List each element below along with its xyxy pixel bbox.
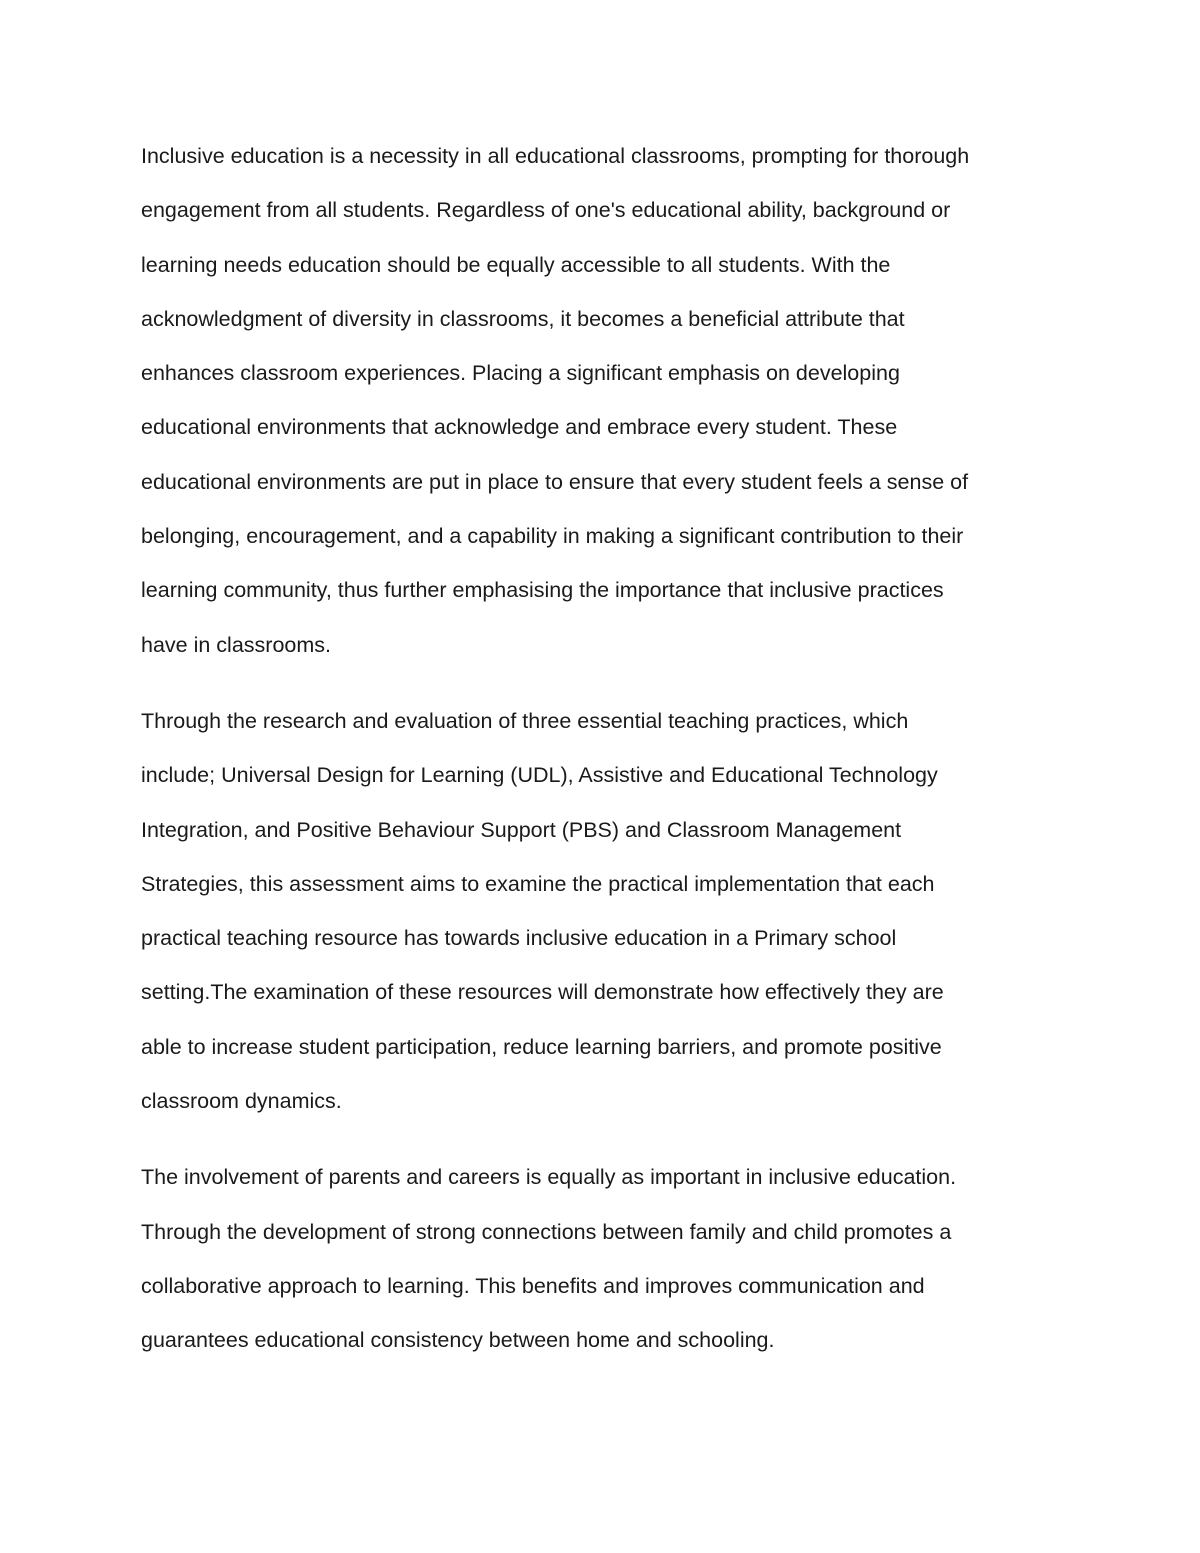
paragraph-line: engagement from all students. Regardless of one's educational ability, background or [141,198,951,223]
paragraph-line: classroom dynamics. [141,1089,342,1114]
paragraph-line: Through the research and evaluation of three essential teaching practices, which [141,708,909,733]
paragraph-line: able to increase student participation, reduce learning barriers, and promote positive [141,1034,942,1059]
paragraph-line: have in classrooms. [141,632,331,657]
paragraph-line: Inclusive education is a necessity in all educational classrooms, prompting for thorough [141,144,970,168]
paragraph-line: Integration, and Positive Behaviour Support (PBS) and Classroom Management [141,817,902,842]
paragraph-line: The involvement of parents and careers is equally as important in inclusive education. [141,1165,957,1190]
paragraph-line: enhances classroom experiences. Placing a significant emphasis on developing [141,361,900,386]
paragraph-line: collaborative approach to learning. This benefits and improves communication and [141,1273,925,1298]
paragraph-line: Through the development of strong connections between family and child promotes a [141,1219,952,1244]
paragraph-line: guarantees educational consistency between home and schooling. [141,1328,775,1353]
paragraph-line: belonging, encouragement, and a capability in making a significant contribution to their [141,524,964,549]
paragraph-line: educational environments that acknowledge and embrace every student. These [141,415,898,440]
paragraph-2 [141,694,1061,1128]
paragraph-line: learning community, thus further emphasising the importance that inclusive practices [141,578,944,603]
paragraph-line: acknowledgment of diversity in classrooms, it becomes a beneficial attribute that [141,306,905,331]
paragraph-line: educational environments are put in place to ensure that every student feels a sense of [141,469,969,494]
document-body [141,129,1061,1390]
paragraph-1 [141,129,1061,672]
paragraph-line: Strategies, this assessment aims to examine the practical implementation that each [141,871,935,896]
paragraph-line: learning needs education should be equally accessible to all students. With the [141,252,891,277]
paragraph-line: setting.The examination of these resources will demonstrate how effectively they are [141,980,944,1005]
paragraph-line: practical teaching resource has towards inclusive education in a Primary school [141,926,897,951]
paragraph-3 [141,1150,1061,1367]
paragraph-line: include; Universal Design for Learning (UDL), Assistive and Educational Technology [141,763,938,788]
